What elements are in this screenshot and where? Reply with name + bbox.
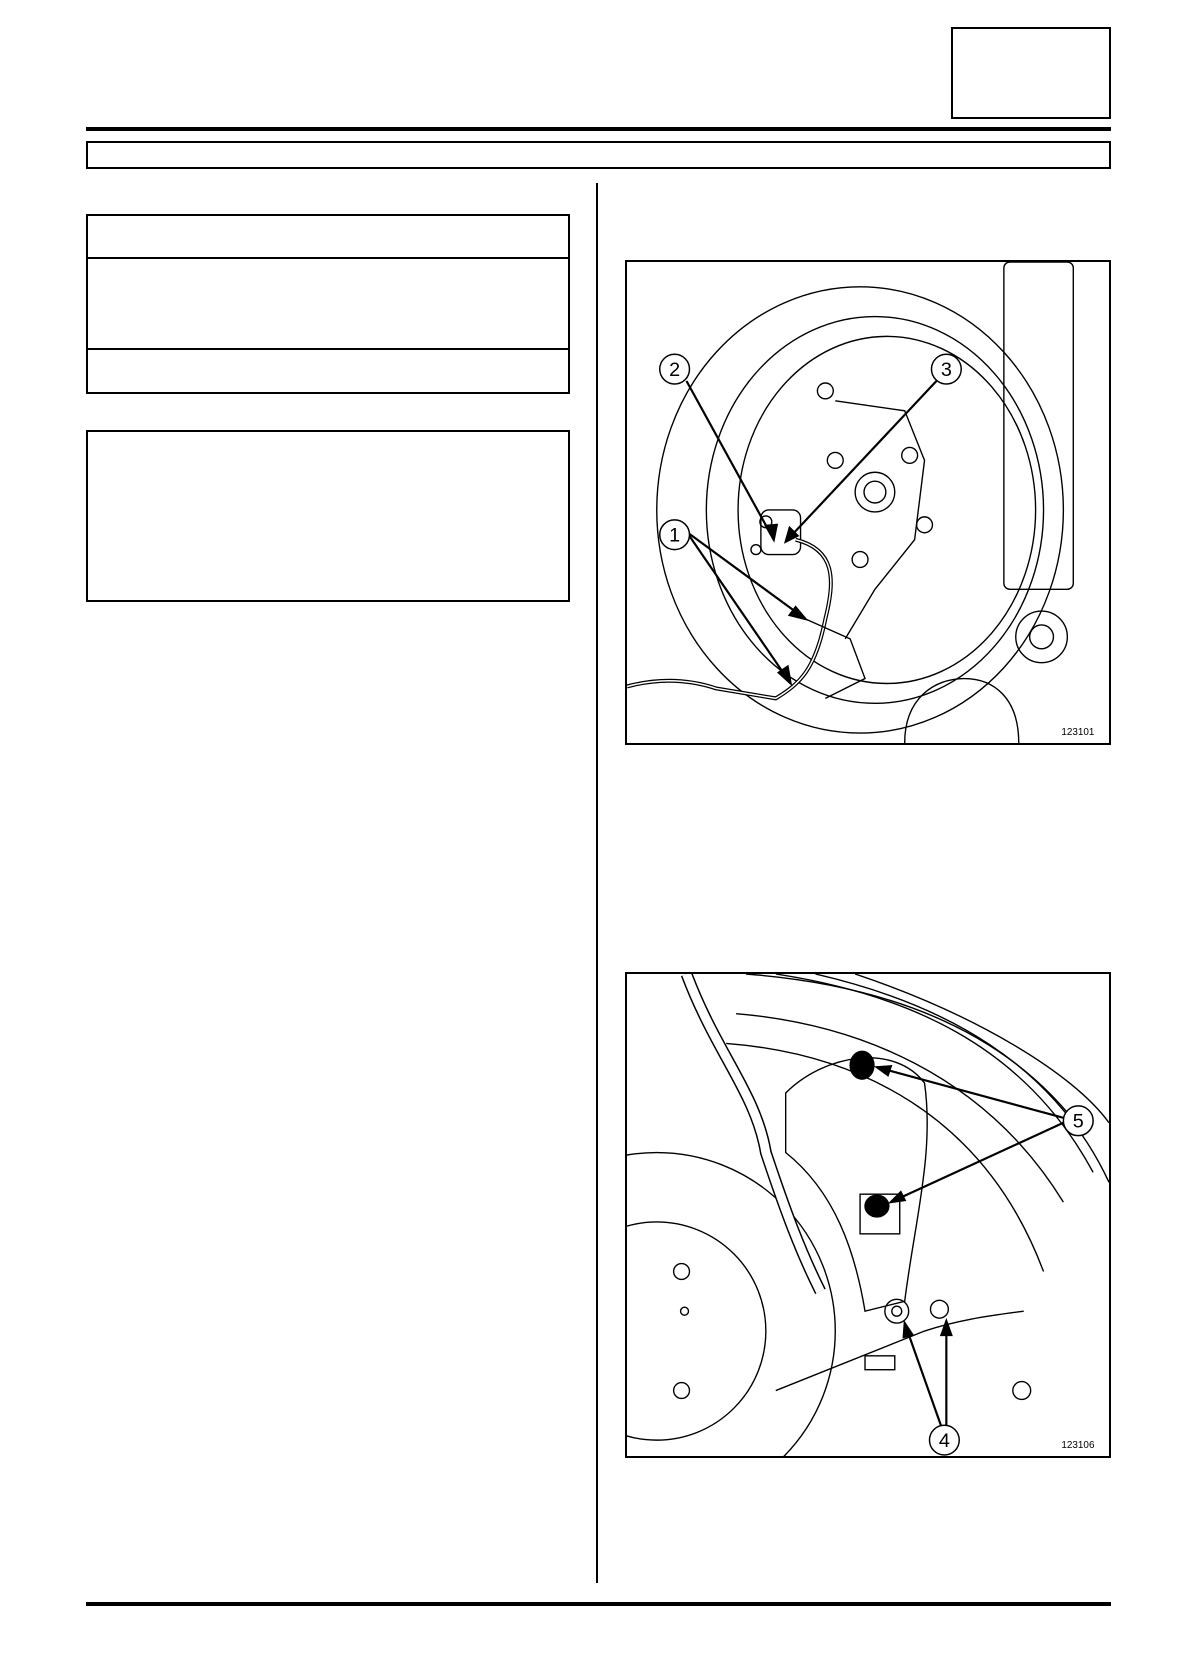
- note-box: [86, 430, 570, 602]
- suspension-arm-illustration: [627, 974, 1109, 1456]
- callout-4: 4: [938, 1430, 950, 1453]
- callout-5: 5: [1072, 1110, 1084, 1133]
- info-table: [86, 214, 570, 394]
- section-title-bar: [86, 141, 1111, 169]
- mounting-bolt: [930, 1300, 948, 1318]
- header-rule-thick: [86, 127, 1111, 131]
- disc-hub: [627, 1222, 766, 1440]
- figure-id: 123101: [1061, 727, 1095, 739]
- info-table-row: [88, 216, 568, 259]
- drum-brake-illustration: [627, 262, 1109, 743]
- footer-rule: [86, 1602, 1111, 1606]
- spring-seat: [905, 679, 1019, 743]
- wheel-stud: [674, 1264, 690, 1280]
- handbrake-cable: [835, 401, 924, 639]
- figure-id: 123106: [1061, 1440, 1095, 1452]
- callout-2: 2: [669, 359, 681, 382]
- section-code-box: [951, 27, 1111, 119]
- info-table-row: [88, 259, 568, 350]
- wheel-stud: [674, 1383, 690, 1399]
- hub-center: [855, 472, 895, 512]
- access-plug: [865, 1195, 889, 1217]
- column-divider: [596, 183, 598, 1583]
- shock-absorber: [1004, 262, 1073, 589]
- hub-bolt: [917, 517, 933, 533]
- callout-1: 1: [669, 524, 681, 547]
- hub-bolt: [902, 447, 918, 463]
- figure-suspension-arm: [625, 972, 1111, 1458]
- figure-drum-brake: [625, 260, 1111, 745]
- shock-mount: [1016, 611, 1068, 663]
- hub-bolt: [827, 452, 843, 468]
- access-plug: [850, 1051, 874, 1079]
- callout-3: 3: [940, 359, 952, 382]
- hub-bolt: [852, 552, 868, 568]
- info-table-row: [88, 350, 568, 392]
